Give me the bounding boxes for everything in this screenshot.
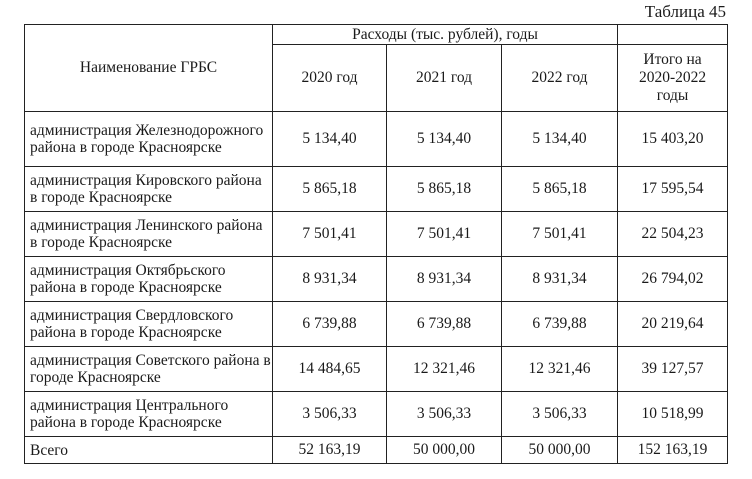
table-row: [25, 347, 728, 392]
row-value-total: 26 794,02: [618, 257, 728, 302]
row-value-2020: 3 506,33: [273, 392, 387, 437]
total-label: Всего: [25, 437, 273, 464]
total-value-2021: 50 000,00: [387, 437, 502, 464]
row-value-2021: 6 739,88: [387, 302, 502, 347]
row-value-2021: 5 134,40: [387, 112, 502, 167]
row-value-2022: 7 501,41: [502, 212, 618, 257]
table-row: [25, 112, 728, 167]
row-value-2022: 12 321,46: [502, 347, 618, 392]
row-value-total: 15 403,20: [618, 112, 728, 167]
row-value-2020: 7 501,41: [273, 212, 387, 257]
total-row: [25, 437, 728, 464]
row-value-2020: 6 739,88: [273, 302, 387, 347]
row-value-2021: 5 865,18: [387, 167, 502, 212]
row-value-2021: 7 501,41: [387, 212, 502, 257]
header-year-2020: 2020 год: [273, 45, 387, 112]
row-value-total: 20 219,64: [618, 302, 728, 347]
row-name: администрация Ленинского района в городе Красноярске: [25, 212, 273, 257]
header-year-2021: 2021 год: [387, 45, 502, 112]
row-value-2022: 8 931,34: [502, 257, 618, 302]
row-value-2022: 5 134,40: [502, 112, 618, 167]
row-value-2020: 5 865,18: [273, 167, 387, 212]
table-row: [25, 167, 728, 212]
row-name: администрация Советского района в городе Красноярске: [25, 347, 273, 392]
row-value-2021: 8 931,34: [387, 257, 502, 302]
row-value-2022: 6 739,88: [502, 302, 618, 347]
total-value-total: 152 163,19: [618, 437, 728, 464]
table-row: [25, 392, 728, 437]
header-name-column: Наименование ГРБС: [25, 25, 273, 112]
header-year-2022: 2022 год: [502, 45, 618, 112]
row-value-2020: 14 484,65: [273, 347, 387, 392]
table-row: [25, 212, 728, 257]
table-row: [25, 302, 728, 347]
header-total-top: [618, 25, 728, 45]
row-name: администрация Октябрьского района в городе Красноярске: [25, 257, 273, 302]
row-value-2021: 3 506,33: [387, 392, 502, 437]
row-name: администрация Железнодорожного района в городе Красноярске: [25, 112, 273, 167]
row-value-2021: 12 321,46: [387, 347, 502, 392]
expenses-table: [24, 24, 728, 464]
header-total-column: Итого на 2020-2022 годы: [618, 45, 728, 112]
row-value-2020: 5 134,40: [273, 112, 387, 167]
total-value-2022: 50 000,00: [502, 437, 618, 464]
row-value-2022: 3 506,33: [502, 392, 618, 437]
header-expenses-group: Расходы (тыс. рублей), годы: [273, 25, 618, 45]
row-value-2022: 5 865,18: [502, 167, 618, 212]
row-value-total: 39 127,57: [618, 347, 728, 392]
row-name: администрация Центрального района в городе Красноярске: [25, 392, 273, 437]
row-name: администрация Кировского района в городе Красноярске: [25, 167, 273, 212]
row-value-total: 17 595,54: [618, 167, 728, 212]
row-value-total: 22 504,23: [618, 212, 728, 257]
table-caption: Таблица 45: [644, 2, 726, 21]
table-row: [25, 257, 728, 302]
row-name: администрация Свердловского района в городе Красноярске: [25, 302, 273, 347]
row-value-2020: 8 931,34: [273, 257, 387, 302]
row-value-total: 10 518,99: [618, 392, 728, 437]
total-value-2020: 52 163,19: [273, 437, 387, 464]
